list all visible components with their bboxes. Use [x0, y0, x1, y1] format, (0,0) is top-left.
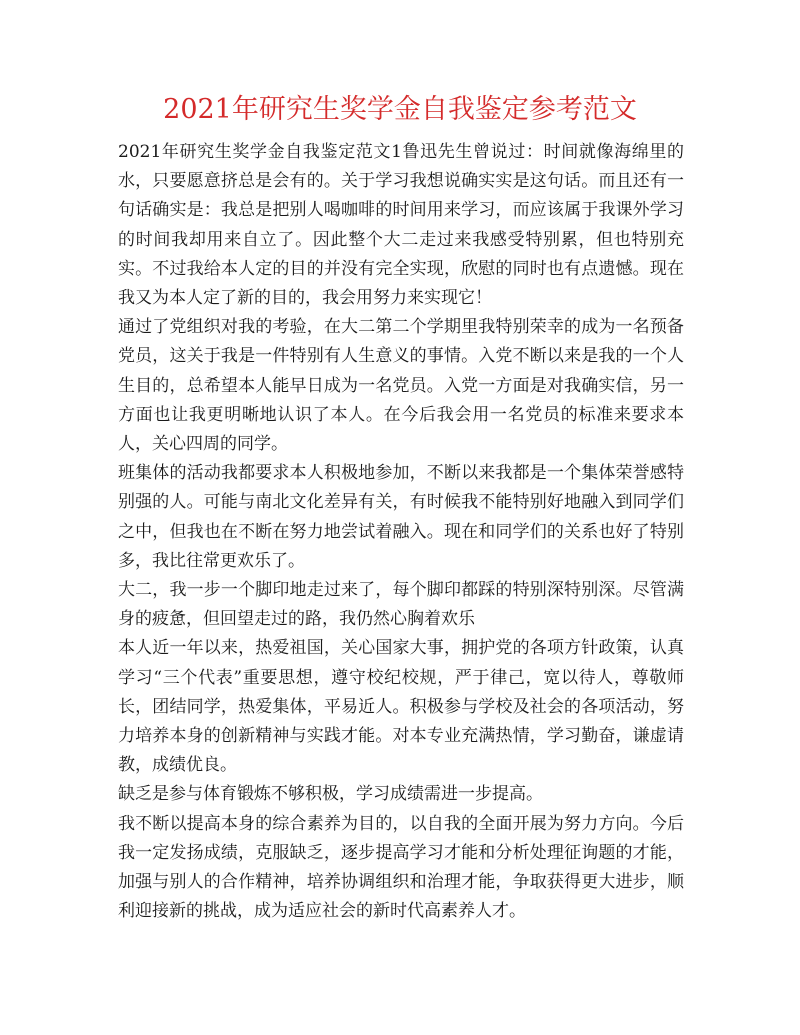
paragraph: 本人近一年以来，热爱祖国，关心国家大事，拥护党的各项方针政策，认真学习“三个代表”重要思想，遵守校纪校规，严于律己，宽以待人，尊敬师长，团结同学，热爱集体，平易近人。积极参与学校及社会的各项活动，努力培养本身的创新精神与实践才能。对本专业充满热情，学习勤奋，谦虚请教，成绩优良。 — [118, 638, 684, 776]
paragraph: 2021年研究生奖学金自我鉴定范文1鲁迅先生曾说过：时间就像海绵里的水，只要愿意挤总是会有的。关于学习我想说确实实是这句话。而且还有一句话确实是：我总是把别人喝咖啡的时间用来学习，而应该属于我课外学习的时间我却用来自立了。因此整个大二走过来我感受特别累，但也特别充实。不过我给本人定的目的并没有完全实现，欣慰的同时也有点遗憾。现在我又为本人定了新的目的，我会用努力来实现它！ — [118, 142, 684, 309]
paragraph: 班集体的活动我都要求本人积极地参加，不断以来我都是一个集体荣誉感特别强的人。可能与南北文化差异有关，有时候我不能特别好地融入到同学们之中，但我也在不断在努力地尝试着融入。现在和同学们的关系也好了特别多，我比往常更欢乐了。 — [118, 463, 684, 571]
paragraph: 通过了党组织对我的考验，在大二第二个学期里我特别荣幸的成为一名预备党员，这关于我是一件特别有人生意义的事情。入党不断以来是我的一个人生目的，总希望本人能早日成为一名党员。入党一方面是对我确实信，另一方面也让我更明晰地认识了本人。在今后我会用一名党员的标准来要求本人，关心四周的同学。 — [118, 317, 684, 455]
paragraph: 缺乏是参与体育锻炼不够积极，学习成绩需进一步提高。 — [118, 784, 543, 805]
paragraph: 我不断以提高本身的综合素养为目的，以自我的全面开展为努力方向。今后我一定发扬成绩，克服缺乏，逐步提高学习才能和分析处理征询题的才能，加强与别人的合作精神，培养协调组织和治理才能，争取获得更大进步，顺利迎接新的挑战，成为适应社会的新时代高素养人才。 — [118, 813, 684, 922]
document-body — [118, 138, 684, 926]
document-title: 2021年研究生奖学金自我鉴定参考范文 — [163, 94, 637, 125]
paragraph: 大二，我一步一个脚印地走过来了，每个脚印都踩的特别深特别深。尽管满身的疲惫，但回望走过的路，我仍然心胸着欢乐 — [118, 580, 684, 630]
